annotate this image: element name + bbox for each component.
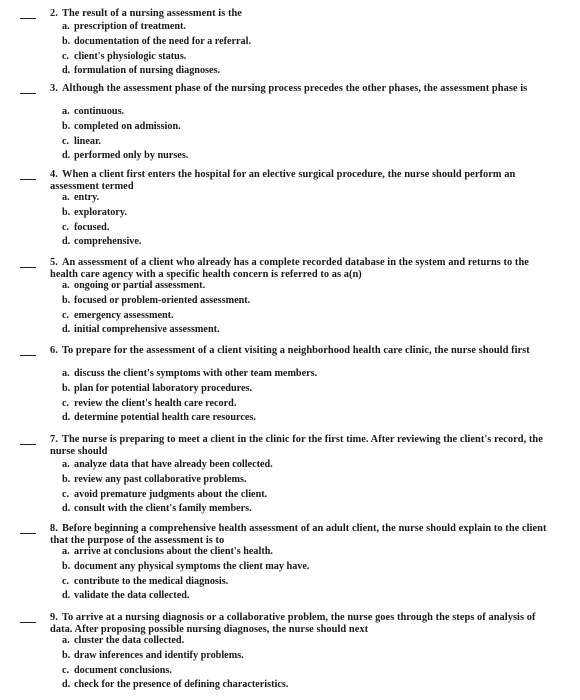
choice-text: validate the data collected. [74,590,190,602]
choice-c[interactable] [62,309,542,324]
choice-d[interactable] [62,323,542,338]
choice-text: analyze data that have already been collected. [74,459,273,470]
choice-text: focused or problem-oriented assessment. [74,294,251,306]
choice-letter: b. [62,294,71,306]
choice-text: draw inferences and identify problems. [74,649,244,661]
choice-letter: d. [62,679,71,691]
choice-text: initial comprehensive assessment. [74,324,220,336]
answer-blank[interactable] [20,179,36,180]
question-number: 7. [50,434,58,445]
choice-text: focused. [74,221,110,233]
choice-list [62,545,542,604]
answer-blank[interactable] [20,18,36,19]
choice-a[interactable] [62,634,542,649]
choice-c[interactable] [62,135,542,150]
choice-text: document conclusions. [74,664,172,676]
choice-text: documentation of the need for a referral. [74,35,252,47]
choice-letter: d. [62,324,71,336]
choice-text: performed only by nurses. [74,150,189,162]
choice-c[interactable] [62,488,542,503]
choice-d[interactable] [62,678,542,693]
choice-d[interactable] [62,235,542,250]
choice-letter: a. [62,635,70,646]
choice-b[interactable] [62,294,542,309]
choice-c[interactable] [62,575,542,590]
question-stem [50,8,550,20]
question-text: The result of a nursing assessment is the [62,8,242,19]
choice-letter: d. [62,236,71,248]
choice-text: cluster the data collected. [74,635,185,646]
question-stem [50,612,550,635]
question-stem [50,169,550,192]
choice-letter: d. [62,503,71,515]
question-text: Although the assessment phase of the nursing process precedes the other phases, the assessment phase is [62,83,528,94]
question-number: 3. [50,83,58,94]
choice-letter: b. [62,382,71,394]
choice-text: discuss the client's symptoms with other team members. [74,368,318,379]
choice-b[interactable] [62,382,542,397]
question-stem [50,83,550,95]
choice-text: emergency assessment. [74,309,174,321]
choice-text: determine potential health care resources. [74,412,256,424]
choice-d[interactable] [62,589,542,604]
question-number: 6. [50,345,58,356]
choice-d[interactable] [62,411,542,426]
choice-a[interactable] [62,545,542,560]
choice-c[interactable] [62,221,542,236]
choice-letter: a. [62,368,70,379]
question-text: Before beginning a comprehensive health assessment of an adult client, the nurse should explain to the client that the purpose of the assessment is to [50,523,547,546]
choice-letter: c. [62,575,70,587]
question-stem [50,523,550,546]
question-number: 4. [50,169,58,180]
question-number: 8. [50,523,58,534]
choice-list [62,191,542,250]
choice-text: document any physical symptoms the client may have. [74,560,310,572]
choice-letter: b. [62,206,71,218]
choice-text: ongoing or partial assessment. [74,280,206,291]
choice-text: formulation of nursing diagnoses. [74,65,221,77]
choice-b[interactable] [62,206,542,221]
choice-text: exploratory. [74,206,127,218]
choice-text: review the client's health care record. [74,397,237,409]
choice-letter: a. [62,192,70,203]
question-number: 2. [50,8,58,19]
choice-b[interactable] [62,649,542,664]
choice-letter: b. [62,35,71,47]
choice-text: arrive at conclusions about the client's health. [74,546,273,557]
choice-text: client's physiologic status. [74,50,187,62]
choice-list [62,20,542,79]
question-text: To prepare for the assessment of a client visiting a neighborhood health care clinic, the nurse should first [62,345,530,356]
choice-list [62,279,542,338]
choice-b[interactable] [62,120,542,135]
choice-letter: a. [62,106,70,117]
choice-text: consult with the client's family members. [74,503,252,515]
choice-letter: c. [62,309,70,321]
choice-letter: c. [62,664,70,676]
question-text: When a client first enters the hospital for an elective surgical procedure, the nurse should perform an assessment termed [50,169,516,192]
choice-a[interactable] [62,367,542,382]
question-stem [50,434,550,457]
choice-text: prescription of treatment. [74,21,186,32]
answer-blank[interactable] [20,93,36,94]
choice-letter: a. [62,280,70,291]
choice-list [62,458,542,517]
answer-blank[interactable] [20,355,36,356]
choice-letter: b. [62,649,71,661]
question-number: 9. [50,612,58,623]
choice-list [62,105,542,164]
choice-letter: d. [62,590,71,602]
choice-letter: c. [62,488,70,500]
choice-text: avoid premature judgments about the client. [74,488,268,500]
choice-text: comprehensive. [74,236,142,248]
choice-letter: d. [62,412,71,424]
choice-a[interactable] [62,105,542,120]
choice-c[interactable] [62,664,542,679]
question-number: 5. [50,257,58,268]
choice-b[interactable] [62,35,542,50]
choice-text: plan for potential laboratory procedures. [74,382,252,394]
choice-c[interactable] [62,397,542,412]
choice-d[interactable] [62,502,542,517]
choice-letter: c. [62,135,70,147]
question-text: The nurse is preparing to meet a client in the clinic for the first time. After reviewing the client's record, the nurse should [50,434,543,457]
choice-text: completed on admission. [74,120,181,132]
choice-letter: a. [62,459,70,470]
choice-letter: b. [62,560,71,572]
choice-text: check for the presence of defining characteristics. [74,679,289,691]
choice-c[interactable] [62,50,542,65]
choice-text: contribute to the medical diagnosis. [74,575,229,587]
answer-blank[interactable] [20,267,36,268]
choice-letter: d. [62,65,71,77]
choice-text: review any past collaborative problems. [74,473,247,485]
choice-text: continuous. [74,106,125,117]
choice-b[interactable] [62,560,542,575]
answer-blank[interactable] [20,622,36,623]
choice-a[interactable] [62,20,542,35]
choice-letter: c. [62,221,70,233]
choice-a[interactable] [62,279,542,294]
choice-letter: c. [62,50,70,62]
answer-blank[interactable] [20,444,36,445]
choice-a[interactable] [62,458,542,473]
choice-a[interactable] [62,191,542,206]
choice-letter: b. [62,120,71,132]
choice-d[interactable] [62,149,542,164]
question-text: An assessment of a client who already has a complete recorded database in the system and returns to the health care agency with a specific health concern is referred to as a(n) [50,257,529,280]
choice-letter: a. [62,546,70,557]
choice-d[interactable] [62,64,542,79]
question-stem [50,345,550,357]
choice-list [62,634,542,693]
choice-list [62,367,542,426]
choice-letter: d. [62,150,71,162]
choice-text: entry. [74,192,100,203]
choice-text: linear. [74,135,102,147]
answer-blank[interactable] [20,533,36,534]
question-stem [50,257,550,280]
choice-letter: a. [62,21,70,32]
choice-letter: c. [62,397,70,409]
choice-b[interactable] [62,473,542,488]
question-text: To arrive at a nursing diagnosis or a collaborative problem, the nurse goes through the steps of analysis of data. After proposing possible nursing diagnoses, the nurse should next [50,612,536,635]
choice-letter: b. [62,473,71,485]
